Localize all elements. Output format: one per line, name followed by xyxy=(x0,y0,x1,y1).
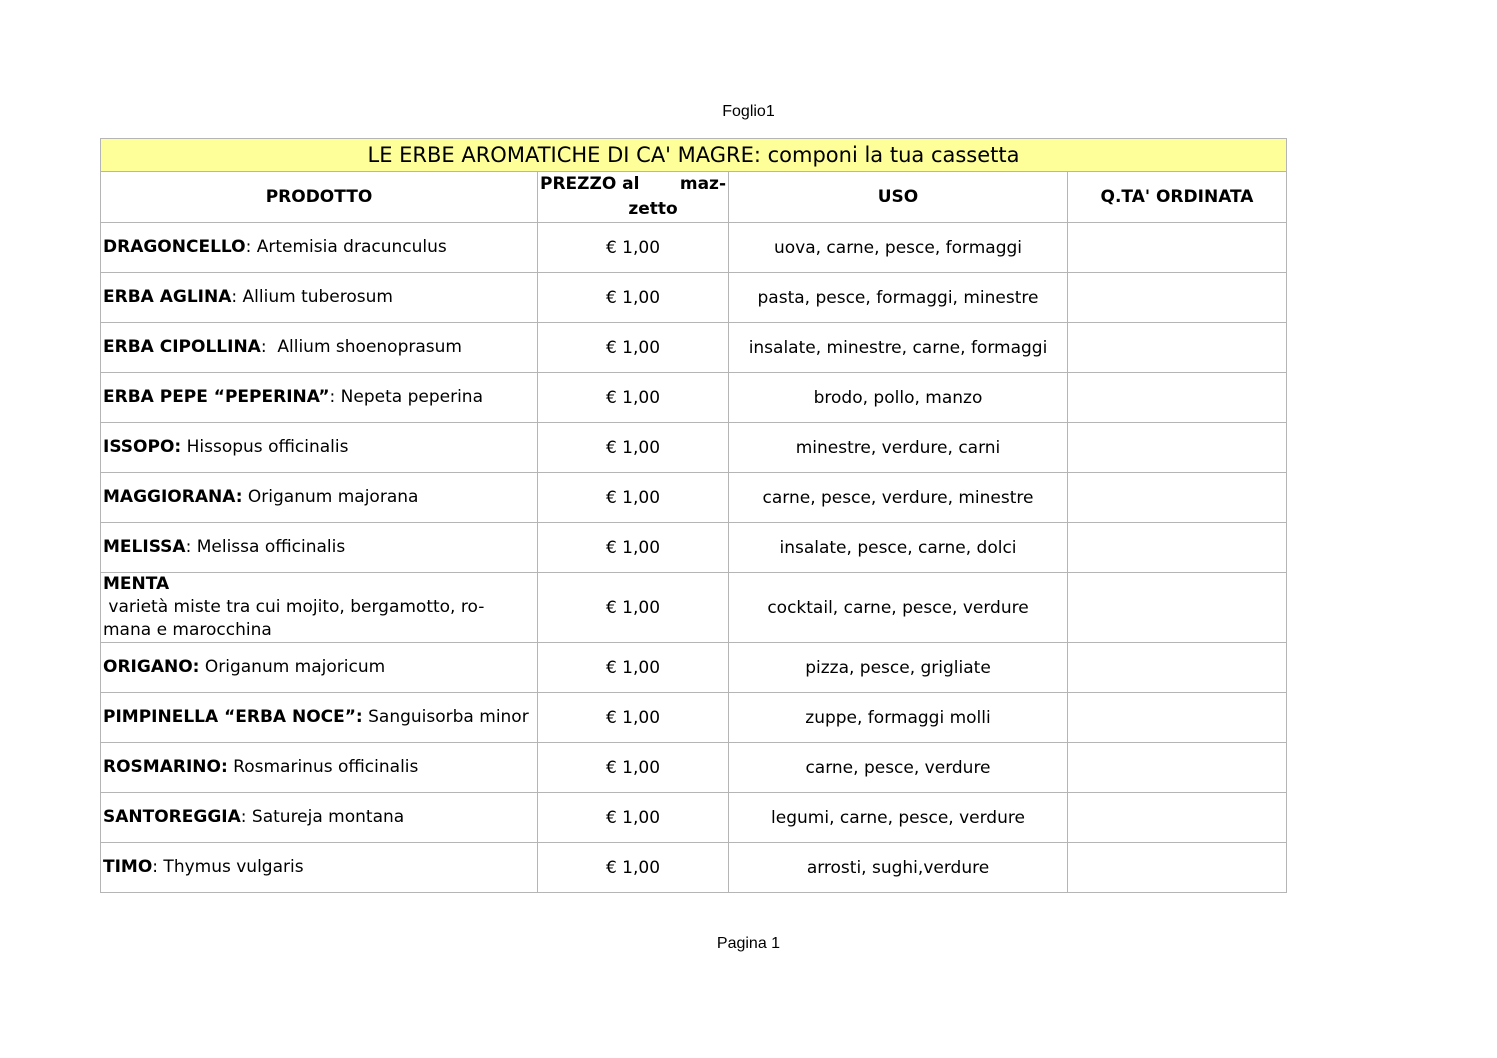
use-cell: insalate, minestre, carne, formaggi xyxy=(729,323,1068,373)
header-price-part2: maz- xyxy=(679,174,726,194)
product-name: ERBA CIPOLLINA xyxy=(103,337,261,357)
quantity-cell[interactable] xyxy=(1068,373,1287,423)
sheet-name: Foglio1 xyxy=(722,103,775,120)
use-cell: arrosti, sughi,verdure xyxy=(729,843,1068,893)
product-name: MAGGIORANA: xyxy=(103,487,243,507)
price-cell: € 1,00 xyxy=(538,573,729,643)
product-separator: : xyxy=(245,237,252,257)
quantity-cell[interactable] xyxy=(1068,273,1287,323)
header-price-part3: zetto xyxy=(628,199,678,219)
table-row xyxy=(101,223,1287,273)
header-price xyxy=(538,172,729,223)
table-row xyxy=(101,323,1287,373)
product-name: MENTA xyxy=(103,574,170,594)
product-species: Nepeta peperina xyxy=(335,387,483,407)
use-cell: zuppe, formaggi molli xyxy=(729,693,1068,743)
use-cell: carne, pesce, verdure, minestre xyxy=(729,473,1068,523)
page-number: Pagina 1 xyxy=(716,935,781,952)
table-row xyxy=(101,743,1287,793)
use-cell: brodo, pollo, manzo xyxy=(729,373,1068,423)
use-cell: cocktail, carne, pesce, verdure xyxy=(729,573,1068,643)
price-cell: € 1,00 xyxy=(538,273,729,323)
product-cell xyxy=(101,523,538,573)
quantity-cell[interactable] xyxy=(1068,573,1287,643)
table-row xyxy=(101,523,1287,573)
herb-order-table xyxy=(100,138,1287,893)
title-row xyxy=(101,139,1287,172)
product-cell xyxy=(101,223,538,273)
product-species: Artemisia dracunculus xyxy=(251,237,447,257)
use-cell: pizza, pesce, grigliate xyxy=(729,643,1068,693)
product-name: ROSMARINO: xyxy=(103,757,228,777)
price-cell: € 1,00 xyxy=(538,643,729,693)
product-species: Origanum majoricum xyxy=(199,657,386,677)
product-separator: : xyxy=(152,857,159,877)
product-species: Thymus vulgaris xyxy=(158,857,304,877)
table-row xyxy=(101,473,1287,523)
price-cell: € 1,00 xyxy=(538,473,729,523)
quantity-cell[interactable] xyxy=(1068,423,1287,473)
table-row xyxy=(101,373,1287,423)
use-cell: carne, pesce, verdure xyxy=(729,743,1068,793)
product-name: MELISSA xyxy=(103,537,186,557)
use-cell: legumi, carne, pesce, verdure xyxy=(729,793,1068,843)
price-cell: € 1,00 xyxy=(538,743,729,793)
price-cell: € 1,00 xyxy=(538,323,729,373)
use-cell: insalate, pesce, carne, dolci xyxy=(729,523,1068,573)
product-name: ERBA PEPE “PEPERINA” xyxy=(103,387,330,407)
product-name: ISSOPO: xyxy=(103,437,182,457)
product-species: Sanguisorba minor xyxy=(362,707,529,727)
product-cell xyxy=(101,743,538,793)
product-name: ERBA AGLINA xyxy=(103,287,232,307)
table-row xyxy=(101,423,1287,473)
table-row xyxy=(101,273,1287,323)
product-species: Hissopus officinalis xyxy=(181,437,349,457)
table-row xyxy=(101,793,1287,843)
product-name: TIMO xyxy=(103,857,153,877)
price-cell: € 1,00 xyxy=(538,843,729,893)
product-name: DRAGONCELLO xyxy=(103,237,246,257)
product-separator: : xyxy=(260,337,267,357)
header-price-part1: PREZZO al xyxy=(540,174,640,194)
product-species: Rosmarinus officinalis xyxy=(227,757,419,777)
product-cell xyxy=(101,693,538,743)
quantity-cell[interactable] xyxy=(1068,323,1287,373)
product-cell xyxy=(101,273,538,323)
price-cell: € 1,00 xyxy=(538,693,729,743)
product-name: PIMPINELLA “ERBA NOCE”: xyxy=(103,707,363,727)
price-cell: € 1,00 xyxy=(538,223,729,273)
header-product: PRODOTTO xyxy=(101,172,538,223)
price-cell: € 1,00 xyxy=(538,523,729,573)
table-body xyxy=(101,223,1287,893)
product-species: Satureja montana xyxy=(246,807,405,827)
quantity-cell[interactable] xyxy=(1068,473,1287,523)
price-cell: € 1,00 xyxy=(538,373,729,423)
quantity-cell[interactable] xyxy=(1068,523,1287,573)
product-cell xyxy=(101,423,538,473)
table-row xyxy=(101,843,1287,893)
product-species-continued: mana e marocchina xyxy=(103,620,272,640)
table-row xyxy=(101,693,1287,743)
quantity-cell[interactable] xyxy=(1068,223,1287,273)
product-cell xyxy=(101,643,538,693)
product-separator: : xyxy=(185,537,192,557)
quantity-cell[interactable] xyxy=(1068,743,1287,793)
header-row xyxy=(101,172,1287,223)
use-cell: pasta, pesce, formaggi, minestre xyxy=(729,273,1068,323)
quantity-cell[interactable] xyxy=(1068,693,1287,743)
product-cell xyxy=(101,323,538,373)
product-name: SANTOREGGIA xyxy=(103,807,241,827)
product-cell xyxy=(101,373,538,423)
header-use: USO xyxy=(729,172,1068,223)
product-separator: : xyxy=(231,287,238,307)
use-cell: minestre, verdure, carni xyxy=(729,423,1068,473)
product-cell xyxy=(101,473,538,523)
product-species: varietà miste tra cui mojito, bergamotto, ro- xyxy=(103,597,485,617)
price-cell: € 1,00 xyxy=(538,793,729,843)
product-name: ORIGANO: xyxy=(103,657,200,677)
table-row xyxy=(101,643,1287,693)
use-cell: uova, carne, pesce, formaggi xyxy=(729,223,1068,273)
product-species: Allium shoenoprasum xyxy=(266,337,462,357)
product-separator: : xyxy=(240,807,247,827)
product-cell xyxy=(101,573,538,643)
table-title: LE ERBE AROMATICHE DI CA' MAGRE: componi la tua cassetta xyxy=(101,139,1287,172)
product-cell xyxy=(101,843,538,893)
product-species: Origanum majorana xyxy=(242,487,419,507)
product-cell xyxy=(101,793,538,843)
quantity-cell[interactable] xyxy=(1068,793,1287,843)
product-species: Allium tuberosum xyxy=(237,287,393,307)
product-separator: : xyxy=(329,387,336,407)
table-row xyxy=(101,573,1287,643)
header-qty: Q.TA' ORDINATA xyxy=(1068,172,1287,223)
product-species: Melissa officinalis xyxy=(191,537,346,557)
price-cell: € 1,00 xyxy=(538,423,729,473)
quantity-cell[interactable] xyxy=(1068,843,1287,893)
quantity-cell[interactable] xyxy=(1068,643,1287,693)
